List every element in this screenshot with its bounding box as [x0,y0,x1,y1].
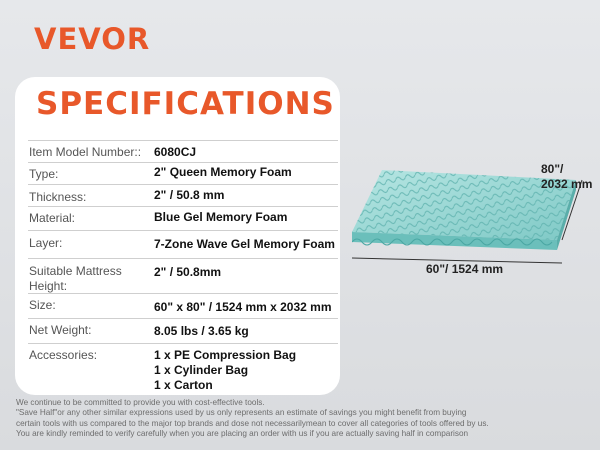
accessory-item: 1 x Cylinder Bag [154,363,249,377]
disclaimer-line: We continue to be committed to provide you with cost-effective tools. [16,398,265,407]
spec-label: Type: [29,167,59,181]
spec-value: Blue Gel Memory Foam [154,210,288,224]
disclaimer-line: certain tools with us compared to the major top brands and dose not necessarilymean to cover all categories of tools offered by us. [16,418,489,428]
spec-label: Size: [29,298,56,312]
spec-value: 7-Zone Wave Gel Memory Foam [154,237,335,251]
spec-row-accessories [28,343,338,393]
spec-label: Layer: [29,236,63,250]
spec-row-size [28,293,338,319]
spec-value: 8.05 lbs / 3.65 kg [154,324,249,338]
spec-value: 2" / 50.8mm [154,265,222,279]
spec-row-net-weight [28,318,338,342]
depth-mm: 2032 mm [541,177,593,191]
specifications-title: SPECIFICATIONS [36,86,335,122]
spec-row-layer [28,230,338,256]
spec-label: Material: [29,211,76,225]
spec-label: Accessories: [29,348,98,362]
accessory-item: 1 x Carton [154,378,213,392]
spec-value: 6080CJ [154,145,197,159]
spec-value: 60" x 80" / 1524 mm x 2032 mm [154,300,332,314]
spec-value [154,348,296,393]
disclaimer-line: "Save Half"or any other similar expressions used by us only represents an estimate of savings you might benefit from buying [16,408,467,418]
disclaimer-footer [16,398,489,440]
brand-logo: VEVOR [34,22,151,56]
spec-label: Thickness: [29,190,87,204]
spec-row-thickness [28,184,338,208]
spec-row-type [28,162,338,186]
width-dimension-label: 60"/ 1524 mm [426,262,504,276]
spec-label: Net Weight: [29,323,92,337]
depth-dimension-label [541,162,592,192]
spec-row-material [28,206,338,230]
spec-row-model [28,140,338,164]
accessory-item: 1 x PE Compression Bag [154,348,297,362]
disclaimer-line: You are kindly reminded to verify carefully when you are placing an order with us if you are actually saving half in comparison [16,429,469,439]
spec-row-mattress-height [28,258,338,292]
spec-value: 2" / 50.8 mm [154,188,225,202]
depth-inches: 80"/ [541,162,564,176]
spec-label: Item Model Number:: [29,145,142,159]
spec-label: Suitable Mattress Height: [29,264,122,293]
spec-value: 2" Queen Memory Foam [154,165,292,179]
